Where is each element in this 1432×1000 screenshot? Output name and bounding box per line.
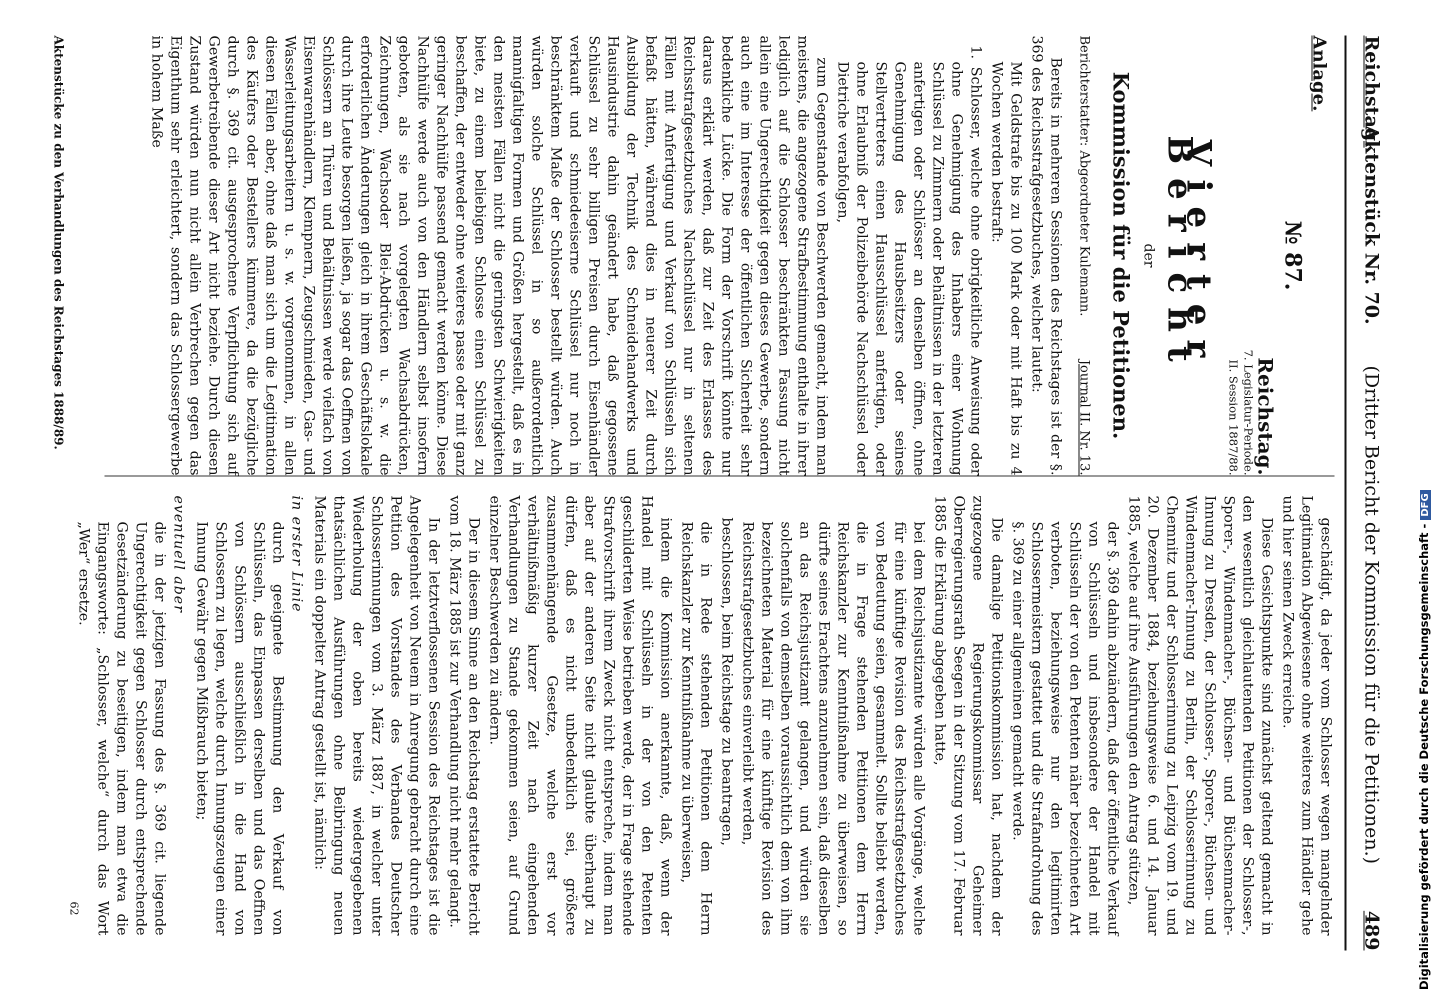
paragraph: Die damalige Petitionskommission hat, nachdem der zugezogene Regierungskommissar Geheimer Oberregierungsrath Seegen in der Sitzung vom 17. Februar 1885 die Erklärung abgegeben hatte, [931, 495, 1005, 936]
quoted-paragraph: die in Rede stehenden Petitionen dem Herrn Reichskanzler zur Kenntnißnahme zu überweisen, [678, 521, 714, 936]
column-divider [105, 476, 1335, 477]
paragraph: In der letztverflossenen Session des Reichstages ist die Angelegenheit von Neuem in Anregung gebracht durch eine Petition des Vorstandes des Verbandes Deutscher Schlosserinnungen vom 3. März 1887, in welcher unter Wiederholung der oben bereits wiedergegebenen thatsächlichen Ausführungen ohne Beibringung neuen Materials ein doppelter Antrag gestellt ist, nämlich: [311, 495, 442, 936]
document-number: № 87. [1279, 220, 1306, 291]
quoted-paragraph: durch geeignete Bestimmung den Verkauf von Schlüsseln, das Einpassen derselben und das Oeffnen von Schlössern ausschließlich in die Hand von Schlossern zu legen, welche durch Innungszeugen einer Innung Gewähr gegen Mißbrauch bieten; [193, 521, 286, 936]
right-column [72, 496, 1335, 936]
paragraph: indem die Kommission anerkannte, daß, wenn der Handel mit Schlüsseln in der von den Petenten geschilderten Weise betrieben werde, der in Frage stehende Strafvorschrift ihrem Zweck nicht entspreche, indem man aber auf der anderen Seite nicht glaubte überhaupt zu dürfen, daß es nicht unbedenklich sei, größere zusammenhängende Gesetze, welche erst vor verhältnißmäßig kurzer Zeit nach eingehenden Verhandlungen zu Stande gekommen seien, auf Grund einzelner Beschwerden zu ändern. [486, 495, 674, 936]
list-heading: in erster Linie [288, 495, 305, 613]
reporter: Berichterstatter: Abgeordneter Kulemann. [1076, 35, 1092, 317]
header-rule [1345, 36, 1347, 951]
page-number: 489 [1360, 910, 1383, 951]
quoted-paragraph: bei dem Reichsjustizamte würden alle Vorgänge, welche für eine künftige Revision des Reichsstrafgesetzbuches von Bedeutung seien, gesammelt. Sollte beliebt werden, die in Frage stehenden Petitionen dem Herrn Reichskanzler zur Kenntnißnahme zu überweisen, so dürfte seines Erachtens anzunehmen sein, daß dieselben an das Reichsjustizamt gelangen, und würden sie solchenfalls von demselben voraussichtlich dem von ihm bezeichneten Material für eine künftige Revision des Reichsstrafgesetzbuches einverleibt werden, [739, 521, 927, 936]
header-document-number: Aktenstück Nr. 70. [1360, 125, 1383, 325]
credit-text: Digitalisierung gefördert durch die Deutsche Forschungsgemeinschaft - [1417, 523, 1431, 990]
paragraph: Bereits in mehreren Sessionen des Reichstages ist der §. 369 des Reichsstrafgesetzbuches, welcher lautet: [1028, 35, 1064, 476]
digitization-credit [1417, 490, 1431, 990]
quoted-paragraph: die in der jetzigen Fassung des §. 369 cit. liegende Ungerechtigkeit gegen Schlosser durch entsprechende Gesetzänderung zu beseitigen, indem man etwa die Eingangsworte: „Schlosser, welche“ durch das Wort „Wer“ ersetze. [75, 521, 168, 936]
commission-title: Kommission für die Petitionen. [1108, 71, 1134, 440]
session-label: II. Session 1887/88. [1226, 359, 1241, 476]
paragraph: Der in diesem Sinne an den Reichstag erstattete Bericht vom 18. März 1885 ist zur Verhandlung nicht mehr gelangt. [446, 495, 482, 936]
reichstag-label: Reichstag. [1253, 357, 1278, 476]
header-reichstag: Reichstag. [1360, 35, 1383, 148]
quoted-item: 1. Schlosser, welche ohne obrigkeitliche Anweisung oder ohne Genehmigung des Inhabers einer Wohnung Schlüssel zu Zimmern oder Behältnissen in der letzteren anfertigen oder Schlösser an denselben öffnen, ohne Genehmigung des Hausbesitzers oder seines Stellvertreters einen Hausschlüssel anfertigen, oder ohne Erlaubniß der Polizeibehörde Nachschlüssel oder Dietriche verabfolgen, [834, 45, 984, 476]
quoted-paragraph: der §. 369 dahin abzuändern, daß der öffentliche Verkauf von Schlüsseln und insbesondere der Handel mit Schlüsseln der von den Petenten näher bezeichneten Art verboten, beziehungsweise nur den legitimirten Schlossermeistern gestattet und die Strafandrohung des §. 369 zu einer allgemeinen gemacht werde. [1009, 521, 1121, 936]
scanned-page [18, 0, 1413, 976]
dfg-logo: DFG [1420, 490, 1431, 519]
journal-number: Journal II. Nr. 13. [1076, 359, 1092, 476]
paragraph: zum Gegenstande von Beschwerden gemacht, indem man meistens, die angezogene Strafbestimmung enthalte in ihrer lediglich auf die Schlosser beschränkten Fassung nicht allein eine Ungerechtigkeit gegen dieses Gewerbe, sondern auch eine im Interesse der öffentlichen Sicherheit sehr bedenkliche Lücke. Die Form der Vorschrift könnte nur daraus erklärt werden, daß zur Zeit des Erlasses des Reichsstrafgesetzbuches Nachschlüssel nur in seltenen Fällen mit Anfertigung und Verkauf von Schlüsseln sich befaßt hätten, während dies in neuerer Zeit durch Ausbildung der Technik des Schneidehandwerks und Hausindustrie dahin geändert habe, daß gegossene Schlüssel zu sehr billigen Preisen durch Eisenhändler verkauft und schmiedeeiserne Schlüssel nur noch in beschränktem Maße der Schlosser bestellt würden. Auch würden solche Schlüssel in so außerordentlich mannigfaltigen Formen und Größen hergestellt, daß es in den meisten Fällen nicht die geringsten Schwierigkeiten biete, zu einem beliebigen Schlosse einen Schlüssel zu beschaffen, der entweder ohne weiteres passe oder mit ganz geringer Nachhülfe passend gemacht werden könne. Diese Nachhülfe werde auch von den Händlern selbst insofern geboten, als sie nach vorgelegten Wachsabdrücken, Zeichnungen, Wachsoder Blei-Abdrücken u. s. w. die erforderlichen Änderungen gleich in ihrem Geschäftslokale durch ihre Leute besorgen ließen, ja sogar das Oeffnen von Schlössern an Thüren und Behältnissen werde vielfach von Eisenwarenhändlern, Klempnern, Zeugschmieden, Gas- und Wasserleitungsarbeitern u. s. w. vorgenommen, in allen diesen Fällen aber, ohne daß man sich um die Legitimation des Käufers oder Bestellers kümmere, da die bezügliche durch §. 369 cit. ausgesprochene Verpflichtung sich auf Gewerbetreibende dieser Art nicht beziehe. Durch diesen Zustand würden nun nicht allein Verbrechen gegen das Eigenthum sehr erleichtert, sondern das Schlossergewerbe in hohem Maße [148, 35, 830, 476]
paragraph: beschlossen, beim Reichstage zu beantragen, [718, 517, 735, 846]
report-title: Vierter Bericht [1159, 135, 1219, 376]
paragraph: Diese Gesichtspunkte sind zunächst geltend gemacht in den wesentlich gleichlautenden Petitionen der Schlosser-, Sporer-, Windenmacher-, Büchsen- und Büchsenmacher-Innung zu Dresden, der Schlosser-, Sporer-, Büchsen- und Windenmacher-Innung zu Berlin, der Schlosserinnung zu Chemnitz und der Schlosserinnung zu Leipzig vom 19. und 20. Dezember 1884, beziehungsweise 6. und 14. Januar 1885, welche auf ihre Ausführungen den Antrag stützen, [1125, 495, 1275, 936]
reporter-line [1075, 36, 1094, 476]
header-title: (Dritter Bericht der Kommission für die Petitionen.) [1360, 365, 1383, 865]
list-heading: eventuell aber [170, 495, 187, 613]
left-column [145, 36, 1335, 476]
running-header [1349, 36, 1383, 951]
legislative-period: 7. Legislatur-Periode. [1241, 349, 1256, 476]
signature-number: 62 [67, 901, 81, 916]
title-connector: der [1140, 243, 1157, 268]
session-block [1226, 36, 1278, 476]
footer-note: Aktenstücke zu den Verhandlungen des Reichstages 1888/89. [51, 35, 66, 450]
anlage-label: Anlage. [1308, 35, 1330, 112]
paragraph: geschädigt, da jeder vom Schlosser wegen mangelnder Legitimation Abgewiesene ohne weiteres zum Händler gehe und hier seinen Zweck erreiche. [1279, 495, 1334, 936]
quoted-paragraph: Mit Geldstrafe bis zu 100 Mark oder mit Haft bis zu 4 Wochen werden bestraft: [988, 61, 1024, 476]
